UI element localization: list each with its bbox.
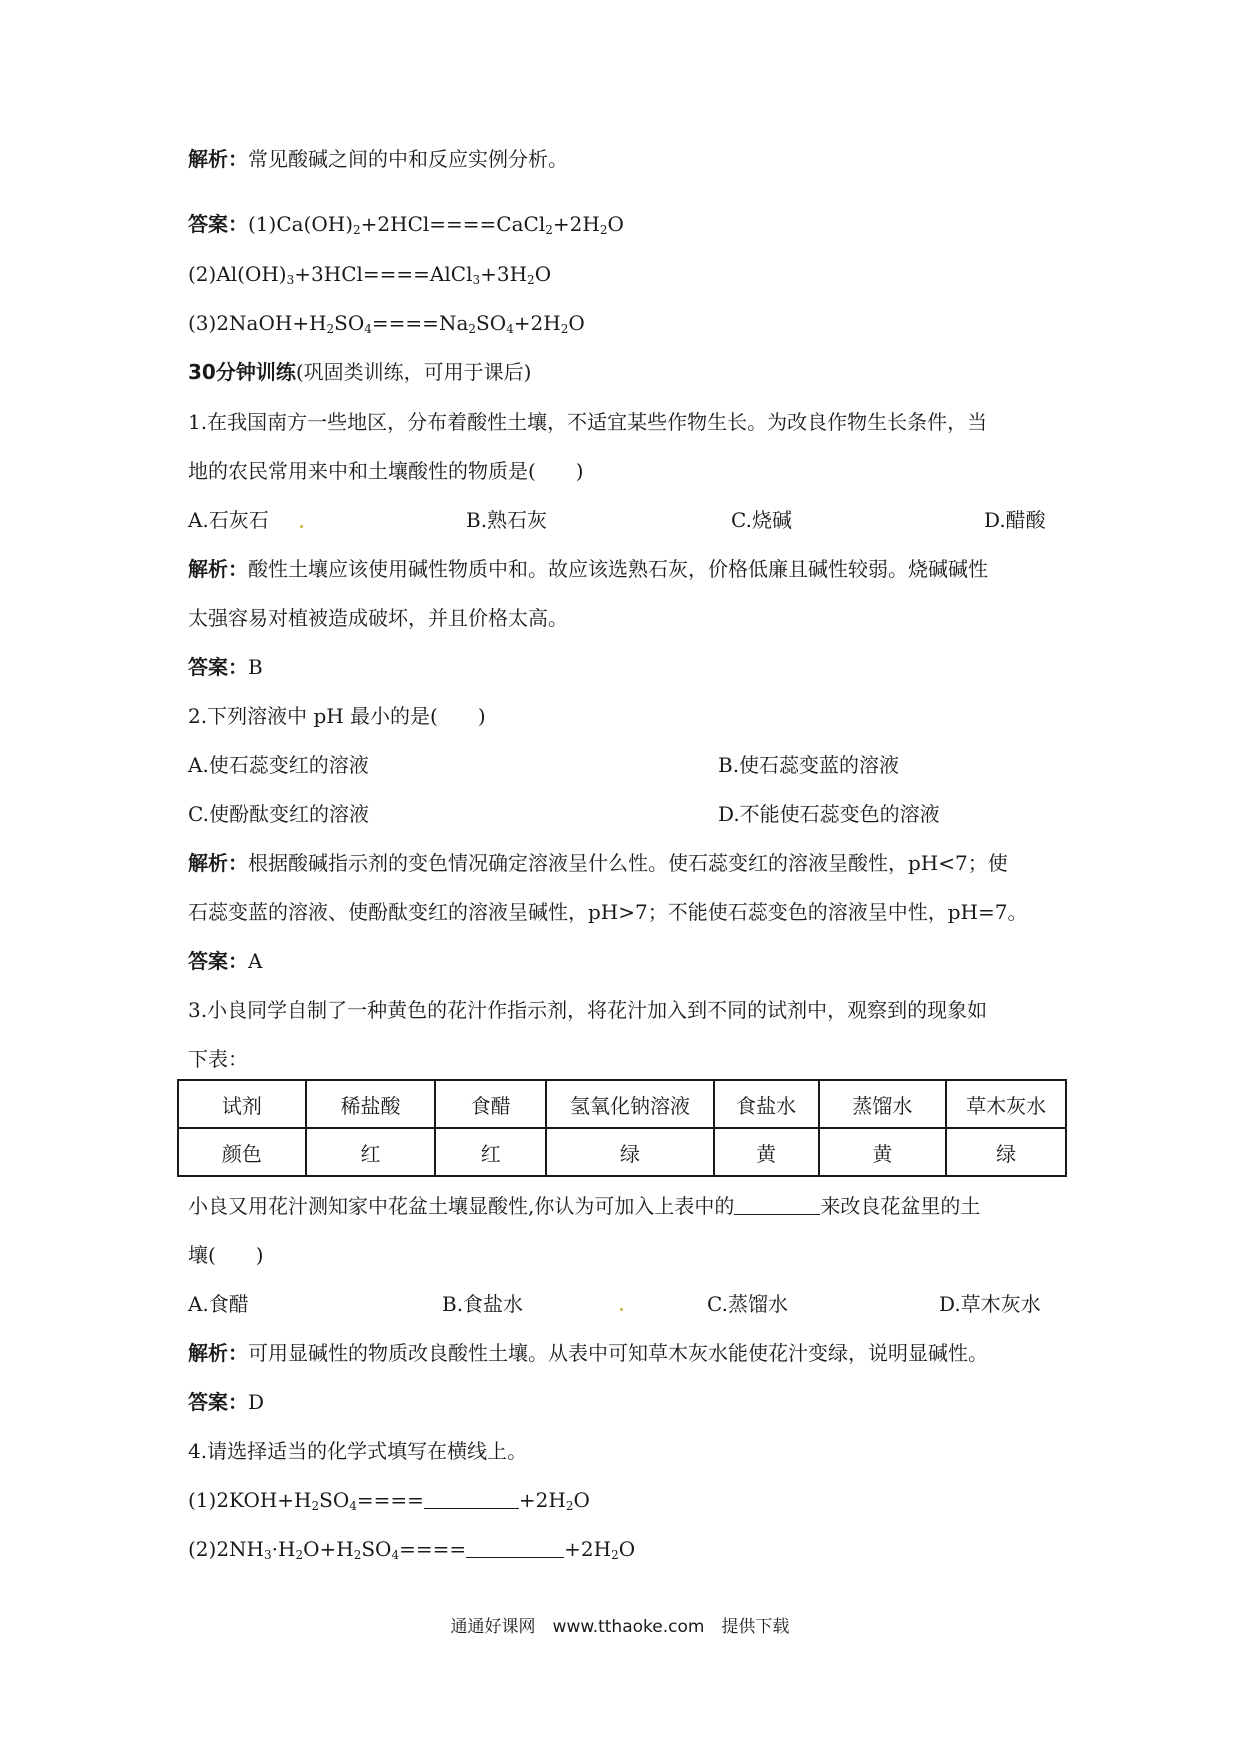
subscript: 4	[349, 1499, 357, 1513]
q2-answer-value: A	[248, 949, 263, 973]
q3-stem-line-2: 下表：	[188, 1047, 248, 1071]
q3-option-a: A.食醋	[188, 1292, 249, 1316]
subscript: 4	[391, 1548, 400, 1562]
subscript: 2	[311, 1499, 320, 1513]
table-header-cell: 食盐水	[714, 1080, 819, 1128]
q2-option-a: A.使石蕊变红的溶液	[188, 753, 369, 777]
q2-analysis-line-2: 石蕊变蓝的溶液、使酚酞变红的溶液呈碱性，pH>7；不能使石蕊变色的溶液呈中性，pH=7。	[188, 900, 1028, 924]
q3-followup-line-2: 壤( )	[188, 1243, 264, 1267]
q1-option-d: D.醋酸	[984, 508, 1046, 532]
section-heading	[188, 358, 531, 386]
q1-analysis-line-2: 太强容易对植被造成破坏，并且价格太高。	[188, 606, 568, 630]
equation-text: O	[607, 212, 624, 236]
table-cell: 颜色	[178, 1128, 306, 1176]
q3-answer	[188, 1388, 264, 1416]
q1-option-c: C.烧碱	[731, 508, 792, 532]
equation-text: +3H	[480, 262, 528, 286]
table-header-cell: 蒸馏水	[819, 1080, 947, 1128]
subscript: 2	[326, 322, 335, 336]
q1-analysis-line-1	[188, 555, 988, 583]
stray-dot	[620, 1308, 623, 1311]
equation-text: (1)Ca(OH)	[248, 212, 353, 236]
equation-text: O+H	[303, 1537, 354, 1561]
fill-in-blank	[424, 1488, 519, 1509]
equation-text: SO	[319, 1488, 350, 1512]
equation-text: +2H	[518, 1488, 566, 1512]
table-row	[178, 1128, 1066, 1176]
fill-in-blank	[466, 1537, 564, 1558]
analysis-label: 解析：	[188, 147, 248, 171]
table-header-cell: 稀盐酸	[306, 1080, 436, 1128]
equation-text: O	[618, 1537, 636, 1561]
equation-text: O	[573, 1488, 590, 1512]
table-cell: 黄	[819, 1128, 947, 1176]
section-subtitle: (巩固类训练，可用于课后)	[295, 360, 532, 384]
equation-text: (3)2NaOH+H	[188, 311, 327, 335]
equation-text: ·H	[271, 1537, 296, 1561]
subscript: 4	[506, 322, 514, 336]
subscript: 2	[295, 1548, 304, 1562]
table-cell: 红	[435, 1128, 546, 1176]
answer-label: 答案：	[188, 655, 248, 679]
intro-analysis-text: 常见酸碱之间的中和反应实例分析。	[248, 147, 568, 171]
q2-analysis-line-1	[188, 849, 1008, 877]
q1-stem-line-2: 地的农民常用来中和土壤酸性的物质是( )	[188, 459, 584, 483]
equation-text: ====Na	[371, 311, 469, 335]
q3-option-c: C.蒸馏水	[707, 1292, 788, 1316]
table-cell: 绿	[546, 1128, 714, 1176]
subscript: 2	[611, 1548, 619, 1562]
q4-item-1	[188, 1486, 590, 1514]
stray-dot	[300, 525, 303, 528]
q3-option-d: D.草木灰水	[939, 1292, 1041, 1316]
section-title: 30分钟训练	[188, 360, 296, 384]
subscript: 4	[364, 322, 372, 336]
q3-followup-text: 来改良花盆里的土	[820, 1194, 981, 1218]
analysis-label: 解析：	[188, 557, 248, 581]
q1-option-b: B.熟石灰	[466, 508, 548, 532]
equation-text: +3HCl====AlCl	[294, 262, 473, 286]
table-header-cell: 草木灰水	[946, 1080, 1066, 1128]
subscript: 2	[527, 273, 535, 287]
intro-answer-1	[188, 210, 624, 238]
q4-stem: 4.请选择适当的化学式填写在横线上。	[188, 1439, 528, 1463]
page-footer: 通通好课网 www.tthaoke.com 提供下载	[450, 1617, 790, 1637]
q2-analysis-text: 根据酸碱指示剂的变色情况确定溶液呈什么性。使石蕊变红的溶液呈酸性，pH<7；使	[248, 851, 1008, 875]
equation-text: (1)2KOH+H	[188, 1488, 312, 1512]
subscript: 3	[472, 273, 481, 287]
table-header-cell: 试剂	[178, 1080, 306, 1128]
q3-followup-text: 小良又用花汁测知家中花盆土壤显酸性,你认为可加入上表中的	[188, 1194, 735, 1218]
subscript: 2	[565, 1499, 574, 1513]
equation-text: ====	[356, 1488, 424, 1512]
equation-text: SO	[361, 1537, 392, 1561]
equation-text: +2HCl====CaCl	[360, 212, 546, 236]
equation-text: ====	[399, 1537, 467, 1561]
equation-text: SO	[334, 311, 365, 335]
q1-analysis-text: 酸性土壤应该使用碱性物质中和。故应该选熟石灰，价格低廉且碱性较弱。烧碱碱性	[248, 557, 988, 581]
subscript: 2	[545, 223, 553, 237]
subscript: 2	[468, 322, 477, 336]
subscript: 2	[599, 223, 608, 237]
equation-text: +2H	[552, 212, 600, 236]
q1-answer	[188, 653, 263, 681]
q3-option-b: B.食盐水	[442, 1292, 524, 1316]
equation-text: O	[568, 311, 585, 335]
equation-text: (2)Al(OH)	[188, 262, 287, 286]
analysis-label: 解析：	[188, 1341, 248, 1365]
table-row	[178, 1080, 1066, 1128]
q2-stem: 2.下列溶液中 pH 最小的是( )	[188, 704, 486, 728]
answer-label: 答案：	[188, 212, 248, 236]
q2-option-c: C.使酚酞变红的溶液	[188, 802, 369, 826]
q2-option-d: D.不能使石蕊变色的溶液	[718, 802, 940, 826]
table-header-cell: 食醋	[435, 1080, 546, 1128]
equation-text: SO	[476, 311, 507, 335]
q3-followup-line-1	[188, 1192, 980, 1220]
answer-label: 答案：	[188, 1390, 248, 1414]
subscript: 2	[353, 1548, 362, 1562]
subscript: 3	[264, 1548, 272, 1562]
q3-answer-value: D	[248, 1390, 265, 1414]
table-cell: 绿	[946, 1128, 1066, 1176]
fill-in-blank	[734, 1194, 820, 1215]
equation-text: +2H	[513, 311, 561, 335]
analysis-label: 解析：	[188, 851, 248, 875]
q3-stem-line-1: 3.小良同学自制了一种黄色的花汁作指示剂，将花汁加入到不同的试剂中，观察到的现象如	[188, 998, 988, 1022]
q3-analysis-text: 可用显碱性的物质改良酸性土壤。从表中可知草木灰水能使花汁变绿，说明显碱性。	[248, 1341, 988, 1365]
q4-item-2	[188, 1535, 635, 1563]
table-cell: 红	[306, 1128, 436, 1176]
subscript: 2	[560, 322, 569, 336]
q3-analysis	[188, 1339, 988, 1367]
intro-analysis	[188, 145, 568, 173]
intro-answer-3	[188, 309, 585, 337]
intro-answer-2	[188, 260, 551, 288]
equation-text: (2)2NH	[188, 1537, 264, 1561]
subscript: 2	[353, 223, 361, 237]
q2-answer	[188, 947, 262, 975]
indicator-table	[177, 1079, 1067, 1177]
q1-stem-line-1: 1.在我国南方一些地区，分布着酸性土壤，不适宜某些作物生长。为改良作物生长条件，当	[188, 410, 988, 434]
answer-label: 答案：	[188, 949, 248, 973]
q1-option-a: A.石灰石	[188, 508, 269, 532]
q2-option-b: B.使石蕊变蓝的溶液	[718, 753, 900, 777]
table-cell: 黄	[714, 1128, 819, 1176]
q1-answer-value: B	[248, 655, 263, 679]
subscript: 3	[286, 273, 295, 287]
equation-text: O	[534, 262, 552, 286]
equation-text: +2H	[564, 1537, 612, 1561]
table-header-cell: 氢氧化钠溶液	[546, 1080, 714, 1128]
